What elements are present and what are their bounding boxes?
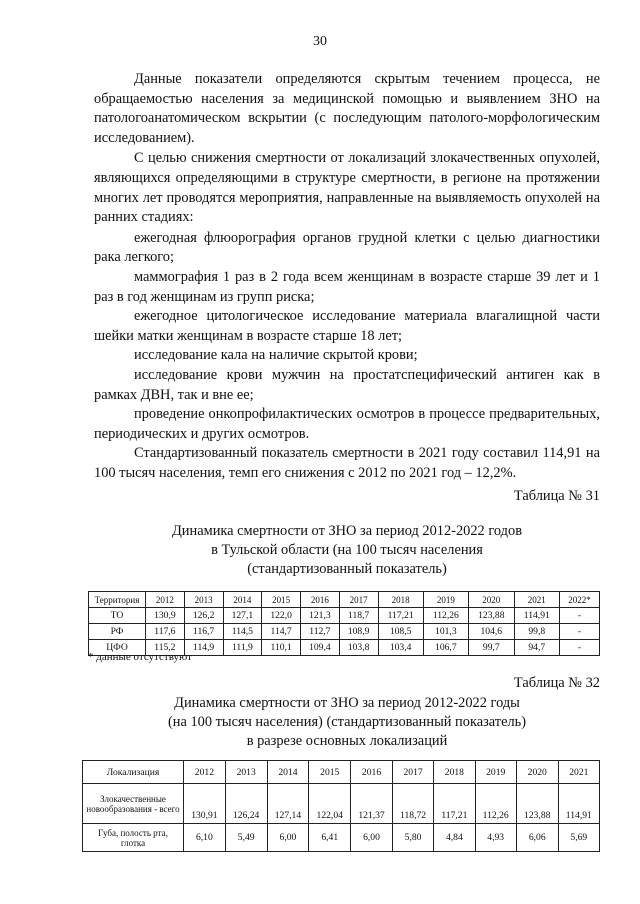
table-header-row xyxy=(83,761,600,784)
table-row xyxy=(83,824,600,852)
header-cell: 2022* xyxy=(559,592,599,608)
row-label: Губа, полость рта, глотка xyxy=(83,824,184,852)
list-item: исследование крови мужчин на простатспецифический антиген как в рамках ДВН, так и вне ее; xyxy=(94,366,600,403)
cell: 130,91 xyxy=(184,784,226,824)
table-31-caption xyxy=(94,522,600,579)
header-cell: 2019 xyxy=(475,761,516,784)
caption-line: Динамика смертности от ЗНО за период 2012-2022 годы xyxy=(174,695,520,711)
header-cell: 2021 xyxy=(558,761,599,784)
cell: - xyxy=(559,640,599,656)
cell: 126,2 xyxy=(184,608,223,624)
table-header-row xyxy=(89,592,600,608)
header-cell: 2012 xyxy=(146,592,185,608)
cell: - xyxy=(559,608,599,624)
header-cell: 2017 xyxy=(392,761,433,784)
cell: 5,49 xyxy=(225,824,267,852)
cell: 127,1 xyxy=(223,608,262,624)
header-cell: 2016 xyxy=(351,761,393,784)
caption-line: в разрезе основных локализаций xyxy=(246,733,448,749)
cell: 114,7 xyxy=(262,624,301,640)
body-text xyxy=(94,70,600,483)
cell: 4,84 xyxy=(434,824,475,852)
caption-line: в Тульской области (на 100 тысяч населения xyxy=(211,542,483,558)
cell: 114,91 xyxy=(558,784,599,824)
header-cell: Территория xyxy=(89,592,146,608)
cell: 112,26 xyxy=(423,608,468,624)
cell: 126,24 xyxy=(225,784,267,824)
header-cell: 2015 xyxy=(309,761,351,784)
header-cell: 2021 xyxy=(514,592,559,608)
cell: 115,2 xyxy=(146,640,185,656)
table-row xyxy=(89,608,600,624)
caption-line: Динамика смертности от ЗНО за период 2012-2022 годов xyxy=(171,523,522,539)
list-item: проведение онкопрофилактических осмотров в процессе предварительных, периодических и других осмотров. xyxy=(94,406,600,442)
header-cell: 2019 xyxy=(423,592,468,608)
list-item: ежегодное цитологическое исследование материала влагалищной части шейки матки женщинам в возрасте старше 18 лет; xyxy=(94,308,600,344)
cell: 118,72 xyxy=(392,784,433,824)
cell: 6,41 xyxy=(309,824,351,852)
cell: 6,00 xyxy=(351,824,393,852)
paragraph: С целью снижения смертности от локализаций злокачественных опухолей, являющихся определяющими в структуре смертности, в регионе на протяжении многих лет проводятся мероприятия, направленные на выявляемость опухолей на ранних стадиях: xyxy=(94,150,600,226)
cell: 5,80 xyxy=(392,824,433,852)
table-32 xyxy=(82,760,600,852)
header-cell: Локализация xyxy=(83,761,184,784)
cell: 114,5 xyxy=(223,624,262,640)
cell: 99,7 xyxy=(468,640,514,656)
cell: 108,5 xyxy=(378,624,423,640)
cell: 118,7 xyxy=(339,608,378,624)
table-31 xyxy=(88,591,600,656)
cell: 6,00 xyxy=(267,824,309,852)
table-row xyxy=(83,784,600,824)
cell: 108,9 xyxy=(339,624,378,640)
cell: 5,69 xyxy=(558,824,599,852)
header-cell: 2020 xyxy=(468,592,514,608)
caption-line: (на 100 тысяч населения) (стандартизованный показатель) xyxy=(167,714,527,730)
cell: 122,0 xyxy=(262,608,301,624)
cell: 6,10 xyxy=(184,824,226,852)
cell: 112,7 xyxy=(301,624,340,640)
cell: 6,06 xyxy=(516,824,558,852)
cell: 109,4 xyxy=(301,640,340,656)
cell: 130,9 xyxy=(146,608,185,624)
cell: 104,6 xyxy=(468,624,514,640)
header-cell: 2018 xyxy=(378,592,423,608)
list-item: исследование кала на наличие скрытой крови; xyxy=(134,347,418,364)
header-cell: 2017 xyxy=(339,592,378,608)
cell: - xyxy=(559,624,599,640)
table-row xyxy=(89,624,600,640)
cell: 103,4 xyxy=(378,640,423,656)
cell: 112,26 xyxy=(475,784,516,824)
cell: 94,7 xyxy=(514,640,559,656)
table-32-label: Таблица № 32 xyxy=(513,675,600,691)
header-cell: 2015 xyxy=(262,592,301,608)
cell: 117,21 xyxy=(434,784,475,824)
row-label: РФ xyxy=(89,624,146,640)
row-label: ЦФО xyxy=(89,640,146,656)
cell: 123,88 xyxy=(468,608,514,624)
paragraph: Стандартизованный показатель смертности в 2021 году составил 114,91 на 100 тысяч населения, темп его снижения с 2012 по 2021 год – 12,2%. xyxy=(94,445,600,481)
cell: 116,7 xyxy=(184,624,223,640)
header-cell: 2020 xyxy=(516,761,558,784)
header-cell: 2013 xyxy=(225,761,267,784)
cell: 99,8 xyxy=(514,624,559,640)
table-31-note: * данные отсутствуют xyxy=(88,651,192,663)
cell: 122,04 xyxy=(309,784,351,824)
cell: 127,14 xyxy=(267,784,309,824)
cell: 117,21 xyxy=(378,608,423,624)
header-cell: 2016 xyxy=(301,592,340,608)
cell: 117,6 xyxy=(146,624,185,640)
table-31-label: Таблица № 31 xyxy=(513,488,600,504)
cell: 103,8 xyxy=(339,640,378,656)
cell: 4,93 xyxy=(475,824,516,852)
header-cell: 2014 xyxy=(223,592,262,608)
cell: 106,7 xyxy=(423,640,468,656)
header-cell: 2013 xyxy=(184,592,223,608)
cell: 111,9 xyxy=(223,640,262,656)
row-label: ТО xyxy=(89,608,146,624)
cell: 121,3 xyxy=(301,608,340,624)
cell: 114,9 xyxy=(184,640,223,656)
header-cell: 2014 xyxy=(267,761,309,784)
cell: 123,88 xyxy=(516,784,558,824)
paragraph: Данные показатели определяются скрытым течением процесса, не обращаемостью населения за медицинской помощью и выявлением ЗНО на патологоанатомическом вскрытии (с последующим патолого-морфологическим исследованием). xyxy=(94,71,600,146)
cell: 110,1 xyxy=(262,640,301,656)
caption-line: (стандартизованный показатель) xyxy=(247,561,447,577)
cell: 121,37 xyxy=(351,784,393,824)
cell: 114,91 xyxy=(514,608,559,624)
cell: 101,3 xyxy=(423,624,468,640)
header-cell: 2012 xyxy=(184,761,226,784)
list-item: маммография 1 раз в 2 года всем женщинам в возрасте старше 39 лет и 1 раз в год женщинам из групп риска; xyxy=(94,268,600,305)
list-item: ежегодная флюорография органов грудной клетки с целью диагностики рака легкого; xyxy=(94,229,600,266)
row-label: Злокачественные новообразования - всего xyxy=(83,784,184,824)
table-32-caption xyxy=(94,694,600,751)
header-cell: 2018 xyxy=(434,761,475,784)
page-number: 30 xyxy=(313,34,327,49)
